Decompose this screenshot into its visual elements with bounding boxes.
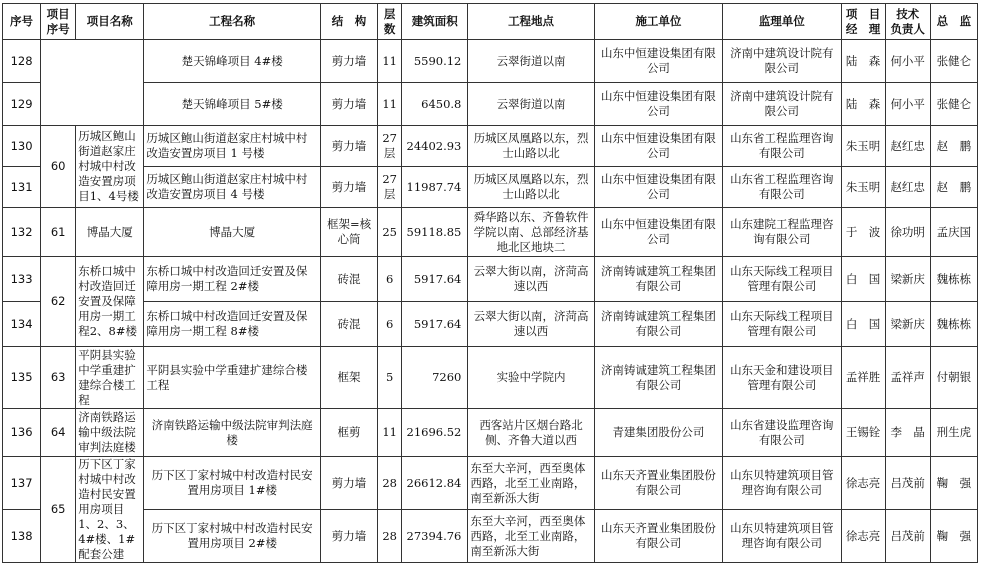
builder: 济南铸诚建筑工程集团有限公司 <box>594 347 722 409</box>
engineering-name: 楚天锦峰项目 5#楼 <box>144 83 321 126</box>
table-row <box>3 409 978 457</box>
chief-supervisor: 魏栋栋 <box>930 257 977 302</box>
supervisor: 山东贝特建筑项目管理咨询有限公司 <box>723 510 841 563</box>
row-seq: 131 <box>3 167 41 208</box>
structure: 剪力墙 <box>320 83 377 126</box>
chief-supervisor: 孟庆国 <box>930 208 977 257</box>
chief-supervisor: 张健仑 <box>930 83 977 126</box>
table-row <box>3 167 978 208</box>
tech-lead: 李 晶 <box>885 409 930 457</box>
table-row <box>3 510 978 563</box>
project-name: 东桥口城中村改造回迁安置及保障用房一期工程2、8#楼 <box>76 257 144 347</box>
structure: 框架 <box>320 347 377 409</box>
project-group-empty <box>41 40 144 126</box>
header-row <box>3 4 978 40</box>
engineering-name: 济南铁路运输中级法院审判法庭楼 <box>144 409 321 457</box>
project-manager: 孟祥胜 <box>841 347 885 409</box>
project-seq: 62 <box>41 257 76 347</box>
engineering-name: 历下区丁家村城中村改造村民安置用房项目 1#楼 <box>144 457 321 510</box>
project-manager: 徐志亮 <box>841 457 885 510</box>
tech-lead: 梁新庆 <box>885 302 930 347</box>
tech-lead: 徐功明 <box>885 208 930 257</box>
project-seq: 60 <box>41 126 76 208</box>
row-seq: 137 <box>3 457 41 510</box>
location: 云翠街道以南 <box>468 40 594 83</box>
builder: 山东天齐置业集团股份有限公司 <box>594 457 722 510</box>
header-chief-supervisor: 总 监 <box>930 4 977 40</box>
project-manager: 白 国 <box>841 257 885 302</box>
project-seq: 63 <box>41 347 76 409</box>
structure: 剪力墙 <box>320 40 377 83</box>
tech-lead: 吕茂前 <box>885 457 930 510</box>
header-project-manager: 项 目 经 理 <box>841 4 885 40</box>
table-row <box>3 208 978 257</box>
engineering-name: 东桥口城中村改造回迁安置及保障用房一期工程 2#楼 <box>144 257 321 302</box>
row-seq: 130 <box>3 126 41 167</box>
chief-supervisor: 张健仑 <box>930 40 977 83</box>
supervisor: 山东省建设监理咨询有限公司 <box>723 409 841 457</box>
tech-lead: 赵红忠 <box>885 126 930 167</box>
project-manager: 陆 森 <box>841 40 885 83</box>
header-project-seq: 项目 序号 <box>41 4 76 40</box>
project-manager: 朱玉明 <box>841 167 885 208</box>
header-engineering-name: 工程名称 <box>144 4 321 40</box>
table-row <box>3 457 978 510</box>
project-manager: 白 国 <box>841 302 885 347</box>
structure: 砖混 <box>320 257 377 302</box>
header-floors: 层 数 <box>378 4 402 40</box>
floors: 6 <box>378 257 402 302</box>
builder: 山东中恒建设集团有限公司 <box>594 126 722 167</box>
supervisor: 济南中建筑设计院有限公司 <box>723 83 841 126</box>
tech-lead: 孟祥声 <box>885 347 930 409</box>
area: 5917.64 <box>402 302 468 347</box>
structure: 剪力墙 <box>320 510 377 563</box>
area: 27394.76 <box>402 510 468 563</box>
project-manager: 陆 森 <box>841 83 885 126</box>
supervisor: 山东天金和建设项目管理有限公司 <box>723 347 841 409</box>
header-supervisor: 监理单位 <box>723 4 841 40</box>
area: 24402.93 <box>402 126 468 167</box>
project-name: 历城区鲍山街道赵家庄村城中村改造安置房项目1、4号楼 <box>76 126 144 208</box>
structure: 剪力墙 <box>320 167 377 208</box>
header-seq: 序号 <box>3 4 41 40</box>
project-manager: 徐志亮 <box>841 510 885 563</box>
tech-lead: 赵红忠 <box>885 167 930 208</box>
project-name: 平阴县实验中学重建扩建综合楼工程 <box>76 347 144 409</box>
tech-lead: 梁新庆 <box>885 257 930 302</box>
supervisor: 山东建院工程监理咨询有限公司 <box>723 208 841 257</box>
structure: 砖混 <box>320 302 377 347</box>
row-seq: 136 <box>3 409 41 457</box>
chief-supervisor: 刑生虎 <box>930 409 977 457</box>
engineering-name: 博晶大厦 <box>144 208 321 257</box>
table-row <box>3 302 978 347</box>
table-row <box>3 40 978 83</box>
location: 东至大辛河，西至奥体西路，北至工业南路，南至新泺大街 <box>468 457 594 510</box>
floors: 27层 <box>378 126 402 167</box>
builder: 青建集团股份公司 <box>594 409 722 457</box>
project-seq: 64 <box>41 409 76 457</box>
location: 历城区凤凰路以东，烈士山路以北 <box>468 126 594 167</box>
project-name: 济南铁路运输中级法院审判法庭楼 <box>76 409 144 457</box>
project-seq: 61 <box>41 208 76 257</box>
area: 21696.52 <box>402 409 468 457</box>
header-project-name: 项目名称 <box>76 4 144 40</box>
supervisor: 山东省工程监理咨询有限公司 <box>723 126 841 167</box>
project-seq: 65 <box>41 457 76 563</box>
project-table <box>2 3 978 563</box>
chief-supervisor: 鞠 强 <box>930 510 977 563</box>
floors: 25 <box>378 208 402 257</box>
row-seq: 134 <box>3 302 41 347</box>
project-manager: 王锡铨 <box>841 409 885 457</box>
tech-lead: 何小平 <box>885 83 930 126</box>
tech-lead: 吕茂前 <box>885 510 930 563</box>
supervisor: 山东天际线工程项目管理有限公司 <box>723 257 841 302</box>
area: 5590.12 <box>402 40 468 83</box>
area: 26612.84 <box>402 457 468 510</box>
structure: 框剪 <box>320 409 377 457</box>
area: 59118.85 <box>402 208 468 257</box>
project-name: 博晶大厦 <box>76 208 144 257</box>
table-row <box>3 83 978 126</box>
supervisor: 山东贝特建筑项目管理咨询有限公司 <box>723 457 841 510</box>
floors: 11 <box>378 40 402 83</box>
project-manager: 朱玉明 <box>841 126 885 167</box>
floors: 28 <box>378 510 402 563</box>
location: 历城区凤凰路以东，烈士山路以北 <box>468 167 594 208</box>
chief-supervisor: 赵 鹏 <box>930 126 977 167</box>
builder: 济南铸诚建筑工程集团有限公司 <box>594 302 722 347</box>
engineering-name: 历城区鲍山街道赵家庄村城中村改造安置房项目 4 号楼 <box>144 167 321 208</box>
engineering-name: 平阴县实验中学重建扩建综合楼工程 <box>144 347 321 409</box>
location: 舜华路以东、齐鲁软件学院以南、总部经济基地北区地块二 <box>468 208 594 257</box>
tech-lead: 何小平 <box>885 40 930 83</box>
supervisor: 山东省工程监理咨询有限公司 <box>723 167 841 208</box>
header-area: 建筑面积 <box>402 4 468 40</box>
structure: 框架=核心筒 <box>320 208 377 257</box>
row-seq: 132 <box>3 208 41 257</box>
engineering-name: 历下区丁家村城中村改造村民安置用房项目 2#楼 <box>144 510 321 563</box>
builder: 山东中恒建设集团有限公司 <box>594 83 722 126</box>
location: 西客站片区烟台路北侧、齐鲁大道以西 <box>468 409 594 457</box>
table-row <box>3 257 978 302</box>
area: 7260 <box>402 347 468 409</box>
row-seq: 135 <box>3 347 41 409</box>
floors: 11 <box>378 83 402 126</box>
location: 实验中学院内 <box>468 347 594 409</box>
location: 云翠大街以南，济菏高速以西 <box>468 302 594 347</box>
project-name: 历下区丁家村城中村改造村民安置用房项目1、2、3、4#楼、1#配套公建 <box>76 457 144 563</box>
supervisor: 山东天际线工程项目管理有限公司 <box>723 302 841 347</box>
structure: 剪力墙 <box>320 457 377 510</box>
project-manager: 于 波 <box>841 208 885 257</box>
location: 云翠街道以南 <box>468 83 594 126</box>
location: 东至大辛河，西至奥体西路，北至工业南路，南至新泺大街 <box>468 510 594 563</box>
header-tech-lead: 技术 负责人 <box>885 4 930 40</box>
area: 11987.74 <box>402 167 468 208</box>
location: 云翠大街以南，济菏高速以西 <box>468 257 594 302</box>
builder: 济南铸诚建筑工程集团有限公司 <box>594 257 722 302</box>
builder: 山东天齐置业集团股份有限公司 <box>594 510 722 563</box>
engineering-name: 楚天锦峰项目 4#楼 <box>144 40 321 83</box>
floors: 27层 <box>378 167 402 208</box>
floors: 11 <box>378 409 402 457</box>
row-seq: 129 <box>3 83 41 126</box>
table-row <box>3 126 978 167</box>
chief-supervisor: 魏栋栋 <box>930 302 977 347</box>
area: 6450.8 <box>402 83 468 126</box>
chief-supervisor: 付朝银 <box>930 347 977 409</box>
engineering-name: 历城区鲍山街道赵家庄村城中村改造安置房项目 1 号楼 <box>144 126 321 167</box>
engineering-name: 东桥口城中村改造回迁安置及保障用房一期工程 8#楼 <box>144 302 321 347</box>
header-builder: 施工单位 <box>594 4 722 40</box>
header-structure: 结 构 <box>320 4 377 40</box>
floors: 28 <box>378 457 402 510</box>
builder: 山东中恒建设集团有限公司 <box>594 167 722 208</box>
builder: 山东中恒建设集团有限公司 <box>594 40 722 83</box>
table-row <box>3 347 978 409</box>
area: 5917.64 <box>402 257 468 302</box>
row-seq: 138 <box>3 510 41 563</box>
floors: 6 <box>378 302 402 347</box>
builder: 山东中恒建设集团有限公司 <box>594 208 722 257</box>
chief-supervisor: 鞠 强 <box>930 457 977 510</box>
structure: 剪力墙 <box>320 126 377 167</box>
row-seq: 128 <box>3 40 41 83</box>
floors: 5 <box>378 347 402 409</box>
supervisor: 济南中建筑设计院有限公司 <box>723 40 841 83</box>
row-seq: 133 <box>3 257 41 302</box>
header-location: 工程地点 <box>468 4 594 40</box>
chief-supervisor: 赵 鹏 <box>930 167 977 208</box>
